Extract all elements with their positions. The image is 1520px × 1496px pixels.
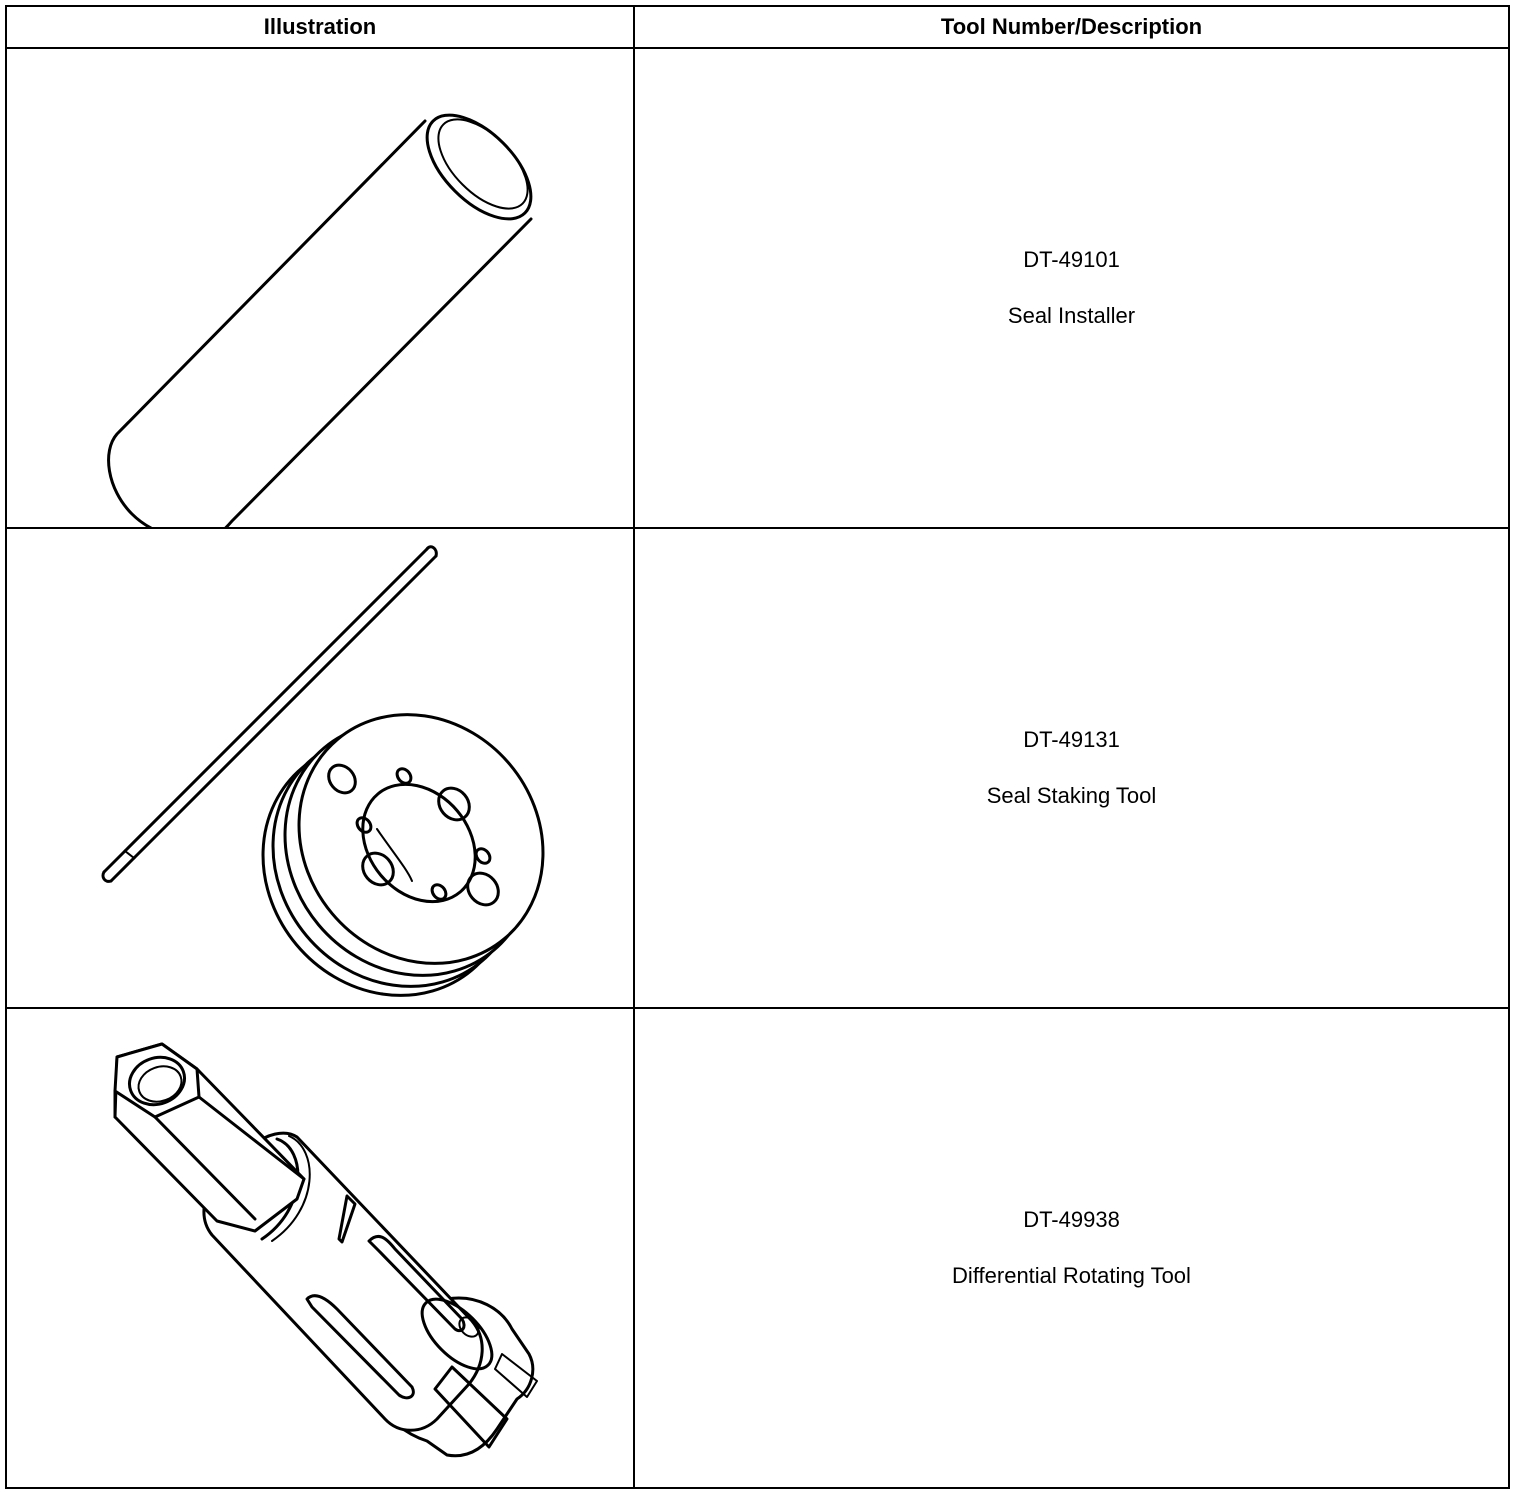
header-illustration: Illustration [6, 6, 634, 48]
illustration-cell [6, 1008, 634, 1488]
illustration-cell [6, 48, 634, 528]
seal-installer-icon [7, 49, 635, 527]
header-tool-description: Tool Number/Description [634, 6, 1509, 48]
tool-table [5, 5, 1510, 1489]
tool-description: Seal Installer [1007, 303, 1136, 328]
tool-description: Differential Rotating Tool [952, 1263, 1191, 1288]
tool-description: Seal Staking Tool [986, 783, 1157, 808]
table-row [6, 48, 1509, 528]
tool-number: DT-49131 [1023, 727, 1120, 752]
seal-staking-tool-icon [7, 529, 635, 1007]
table-row [6, 528, 1509, 1008]
description-cell [634, 528, 1509, 1008]
tool-number: DT-49101 [1023, 247, 1120, 272]
description-cell [634, 48, 1509, 528]
table-row [6, 1008, 1509, 1488]
description-cell [634, 1008, 1509, 1488]
tool-number: DT-49938 [1023, 1207, 1120, 1232]
header-row [6, 6, 1509, 48]
differential-rotating-tool-icon [7, 1009, 635, 1487]
illustration-cell [6, 528, 634, 1008]
